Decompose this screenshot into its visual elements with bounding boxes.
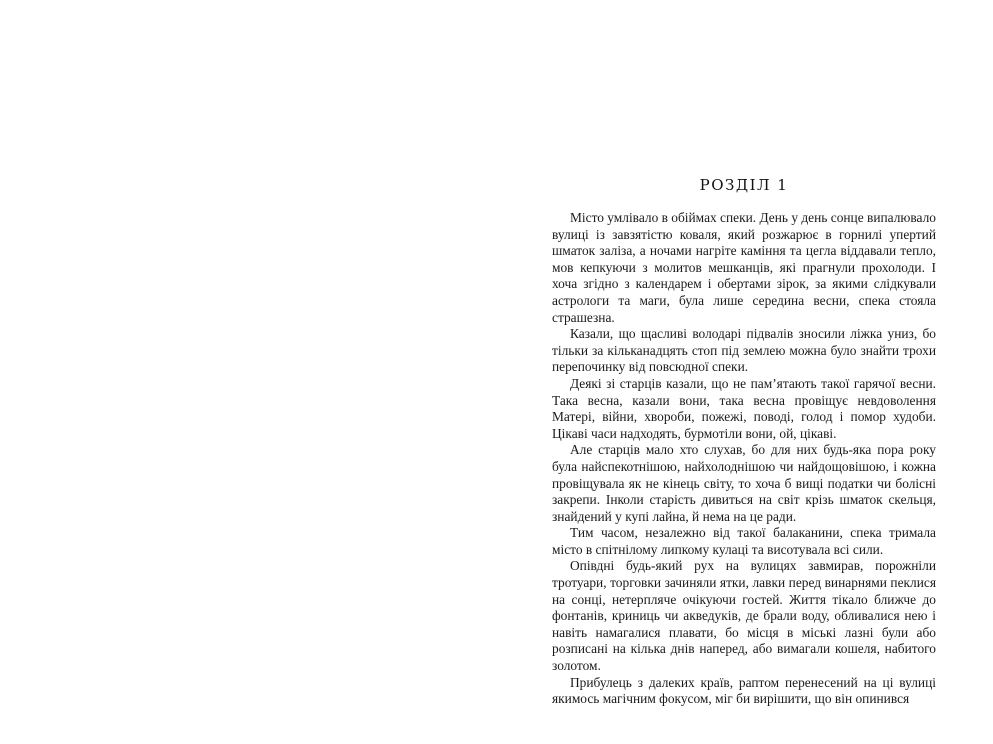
paragraph-3: Деякі зі старців казали, що не пам’ятають такої гарячої весни. Така весна, казали вони, така весна провіщує невдоволення Матері, війни, хвороби, пожежі, поводі, голод і помор худоби. Цікаві часи надходять, бурмотіли вони, ой, цікаві.	[552, 375, 936, 441]
left-page-blank	[0, 0, 496, 744]
paragraph-2: Казали, що щасливі володарі підвалів зносили ліжка униз, бо тільки за кільканадцять стоп під землею можна було знайти трохи перепочинку від повсюдної спеки.	[552, 326, 936, 375]
chapter-text	[552, 210, 936, 708]
right-page	[496, 0, 993, 744]
paragraph-1: Місто умлівало в обіймах спеки. День у день сонце випалювало вулиці із завзятістю коваля, який розжарює в горнилі упертий шматок заліза, а ночами нагріте каміння та цегла віддавали тепло, мов кепкуючи з молитов мешканців, які прагнули прохолоди. І хоча згідно з календарем і обертами зірок, за якими слідкували астрологи та маги, була лише середина весни, спека стояла страшезна.	[552, 210, 936, 325]
paragraph-5: Тим часом, незалежно від такої балаканини, спека тримала місто в спітнілому липкому кулаці та висотувала всі сили.	[552, 525, 936, 557]
chapter-title: РОЗДІЛ 1	[699, 176, 789, 194]
paragraph-7: Прибулець з далеких країв, раптом перенесений на ці вулиці якимось магічним фокусом, міг би вирішити, що він опинився	[552, 674, 936, 707]
paragraph-6: Опівдні будь-який рух на вулицях завмирав, порожніли тротуари, торговки зачиняли ятки, лавки перед винарнями пеклися на сонці, нетерпляче очікуючи гостей. Життя тікало ближче до фонтанів, криниць чи акведуків, де брали воду, обливалися нею і навіть намагалися плавати, бо місця в міські лазні були або розписані на кілька днів наперед, або вимагали кошеля, набитого золотом.	[552, 558, 936, 674]
paragraph-4: Але старців мало хто слухав, бо для них будь-яка пора року була найспекотнішою, найхолоднішою чи найдощовішою, і кожна провіщувала як не кінець світу, то хоча б вищі податки чи болісні закрепи. Інколи старість дивиться на світ крізь шматок скельця, знайдений у купі лайна, й нема на це ради.	[552, 442, 936, 524]
